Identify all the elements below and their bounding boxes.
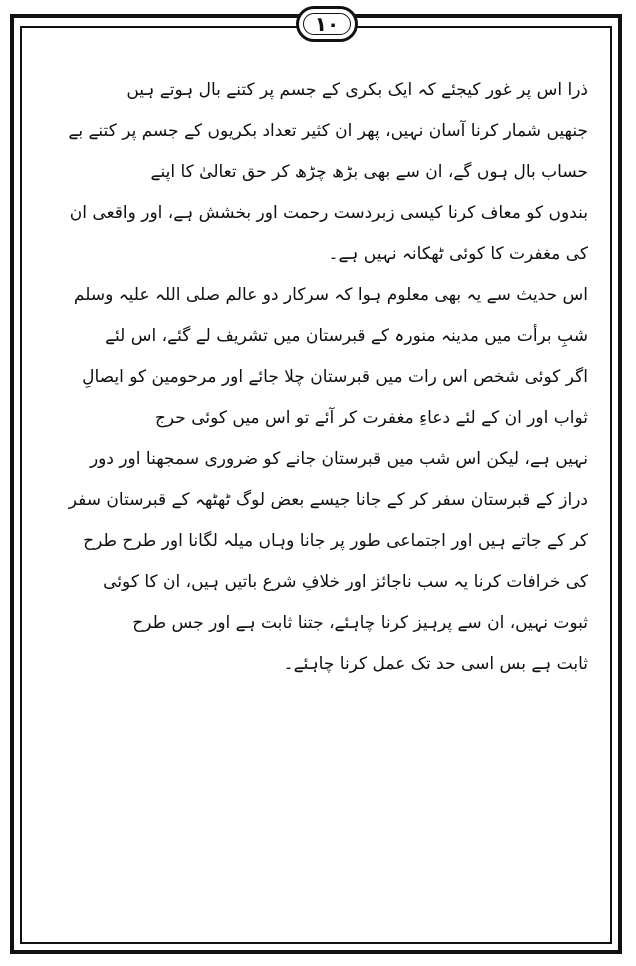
text-line: ثبوت نہیں، ان سے پرہیز کرنا چاہئے، جتنا ثابت ہے اور جس طرح [132,613,588,633]
text-line: ثواب اور ان کے لئے دعاءِ مغفرت کر آئے تو اس میں کوئی حرج [154,408,588,428]
text-line: کر کے جاتے ہیں اور اجتماعی طور پر جانا وہاں میلہ لگانا اور طرح طرح [83,531,588,551]
text-line: نہیں ہے، لیکن اس شب میں قبرستان جانے کو ضروری سمجھنا اور دور [89,449,588,469]
text-line: ثابت ہے بس اسی حد تک عمل کرنا چاہئے۔ [283,654,588,674]
text-line: شبِ برأت میں مدینہ منورہ کے قبرستان میں تشریف لے گئے، اس لئے [105,326,588,346]
text-line: حساب بال ہوں گے، ان سے بھی بڑھ چڑھ کر حق تعالیٰ کا اپنے [150,162,588,182]
text-line: اس حدیث سے یہ بھی معلوم ہوا کہ سرکار دو عالم صلی اللہ علیہ وسلم [73,285,588,305]
text-line: اگر کوئی شخص اس رات میں قبرستان چلا جائے اور مرحومین کو ایصالِ [82,367,588,387]
page-number-badge [296,6,358,42]
text-line: کی خرافات کرنا یہ سب ناجائز اور خلافِ شرع باتیں ہیں، ان کا کوئی [103,572,588,592]
text-line: بندوں کو معاف کرنا کیسی زبردست رحمت اور بخشش ہے، اور واقعی ان [69,203,588,223]
text-line: ذرا اس پر غور کیجئے کہ ایک بکری کے جسم پر کتنے بال ہوتے ہیں [126,80,588,100]
text-line: دراز کے قبرستان سفر کر کے جانا جیسے بعض لوگ ٹھٹھہ کے قبرستان سفر [68,490,588,510]
text-line: کی مغفرت کا کوئی ٹھکانہ نہیں ہے۔ [328,244,588,264]
page-number: ١٠ [314,12,340,36]
text-line: جنھیں شمار کرنا آسان نہیں، پھر ان کثیر تعداد بکریوں کے جسم پر کتنے بے [68,121,588,141]
body-text [40,70,588,685]
